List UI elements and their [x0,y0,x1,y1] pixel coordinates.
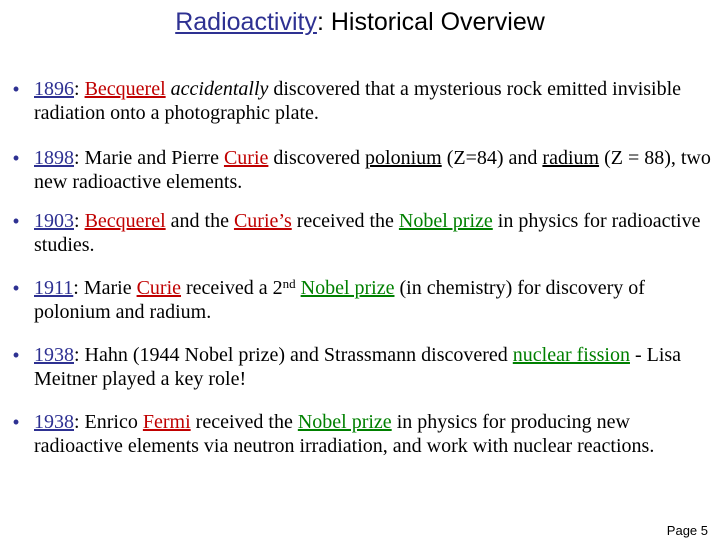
year-link[interactable]: 1898 [34,147,74,169]
title-rest: : Historical Overview [316,8,545,36]
name-curie[interactable]: Curie [136,277,182,299]
page-number: Page 5 [666,523,708,538]
term-nobel-prize[interactable]: Nobel prize [398,210,493,232]
year-link[interactable]: 1903 [34,210,74,232]
year-link[interactable]: 1911 [34,277,74,299]
title-link-radioactivity[interactable]: Radioactivity [175,8,317,36]
bullet-dot-icon: • [12,211,20,231]
element-radium[interactable]: radium [542,147,600,169]
bullet-dot-icon: • [12,412,20,432]
bullet-dot-icon: • [12,278,20,298]
name-becquerel[interactable]: Becquerel [84,78,166,100]
term-nobel-prize[interactable]: Nobel prize [297,411,392,433]
emphasis-text: accidentally [170,78,269,100]
term-nobel-prize[interactable]: Nobel prize [300,277,395,299]
name-curie[interactable]: Curie [223,147,269,169]
bullet-dot-icon: • [12,79,20,99]
year-link[interactable]: 1938 [34,344,74,366]
slide-title [0,6,720,38]
term-nuclear-fission[interactable]: nuclear fission [512,344,630,366]
name-curies[interactable]: Curie’s [233,210,292,232]
element-polonium[interactable]: polonium [365,147,442,169]
year-link[interactable]: 1896 [34,78,74,100]
year-link[interactable]: 1938 [34,411,74,433]
name-becquerel[interactable]: Becquerel [84,210,166,232]
name-fermi[interactable]: Fermi [142,411,191,433]
bullet-dot-icon: • [12,148,20,168]
bullet-dot-icon: • [12,345,20,365]
ordinal-superscript: nd [282,276,296,291]
